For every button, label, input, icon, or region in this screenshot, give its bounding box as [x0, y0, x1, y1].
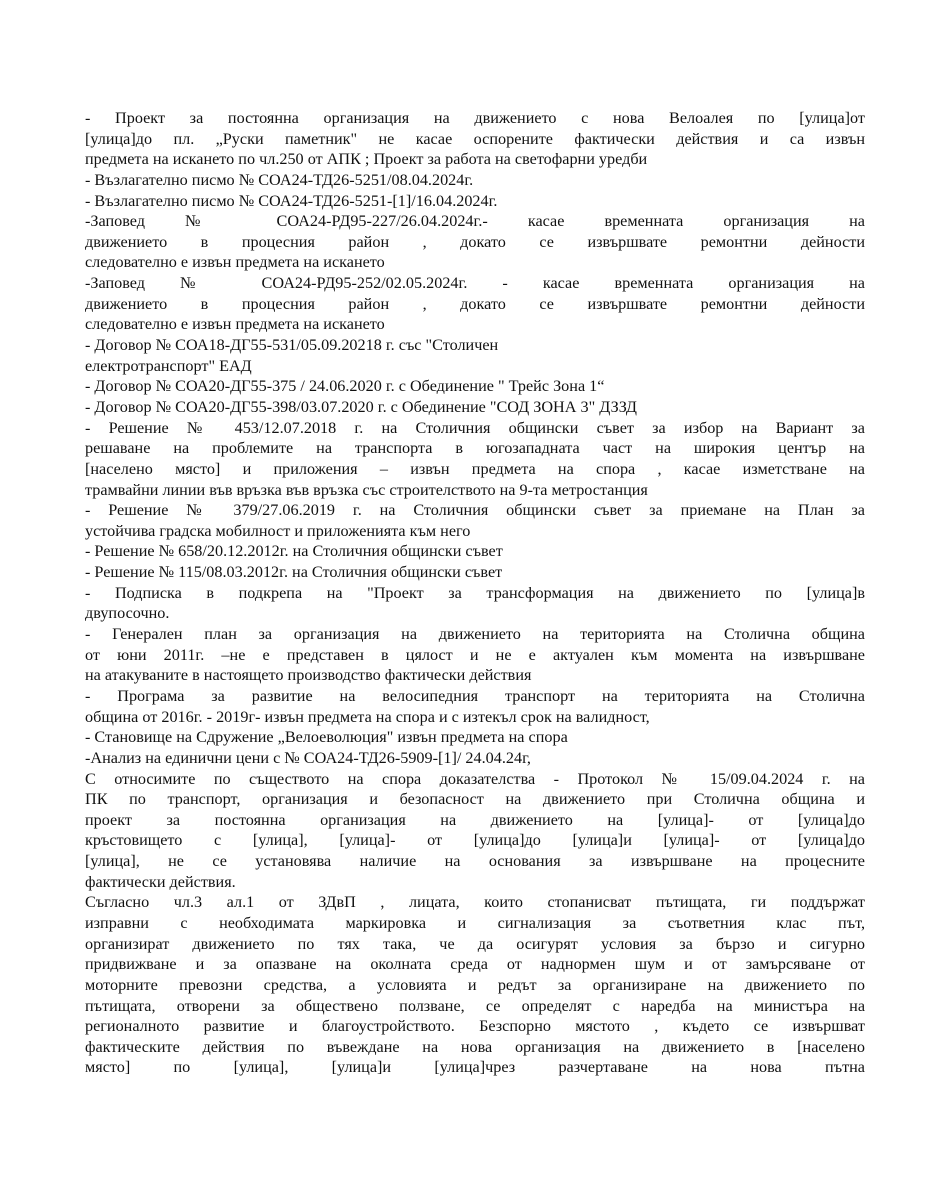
text-line: община от 2016г. - 2019г- извън предмета на спора и с изтекъл срок на валидност, [85, 707, 650, 726]
text-line: на атакуваните в настоящето производство фактически действия [85, 666, 532, 685]
text-line: - Подписка в подкрепа на "Проект за трансформация на движението по [улица]в [85, 583, 865, 602]
text-line: - Договор № СОА20-ДГ55-375 / 24.06.2020 г. с Обединение " Трейс Зона 1“ [85, 377, 605, 396]
text-line: изправни с необходимата маркировка и сигнализация за съответния клас път, [85, 913, 865, 932]
text-line: предмета на искането по чл.250 от АПК ; Проект за работа на светофарни уредби [85, 150, 648, 169]
document-page [85, 108, 865, 1078]
text-line: ПК по транспорт, организация и безопасност на движението при Столична община и [85, 790, 865, 809]
text-line: кръстовището с [улица], [улица]- от [улица]до [улица]и [улица]- от [улица]до [85, 831, 865, 850]
text-line: от юни 2011г. –не е представен в цялост и не е актуален към момента на извършване [85, 645, 865, 664]
text-line: двупосочно. [85, 604, 170, 623]
text-line: -Заповед № СОА24-РД95-227/26.04.2024г.- касае временната организация на [85, 212, 865, 231]
text-line: проект за постоянна организация на движението на [улица]- от [улица]до [85, 810, 865, 829]
text-line: трамвайни линии във връзка във връзка със строителството на 9-та метростанция [85, 480, 648, 499]
text-line: устойчива градска мобилност и приложенията към него [85, 521, 471, 540]
text-line: електротранспорт" ЕАД [85, 356, 252, 375]
text-line: - Решение № 379/27.06.2019 г. на Столичния общински съвет за приемане на План за [85, 501, 865, 520]
text-line: - Възлагателно писмо № СОА24-ТД26-5251-[1]/16.04.2024г. [85, 191, 498, 210]
text-line: - Становище на Сдружение „Велоеволюция" извън предмета на спора [85, 728, 568, 747]
text-line: -Анализ на единични цени с № СОА24-ТД26-5909-[1]/ 24.04.24г, [85, 748, 531, 767]
text-line: - Проект за постоянна организация на движението с нова Велоалея по [улица]от [85, 109, 865, 127]
text-line: - Генерален план за организация на движението на територията на Столична община [85, 625, 865, 644]
text-line: - Програма за развитие на велосипедния транспорт на територията на Столична [85, 686, 865, 705]
text-line: -Заповед № СОА24-РД95-252/02.05.2024г. - касае временната организация на [85, 274, 865, 293]
text-line: - Договор № СОА18-ДГ55-531/05.09.20218 г. със "Столичен [85, 336, 499, 355]
text-line: място] по [улица], [улица]и [улица]чрез разчертаване на нова пътна [85, 1058, 865, 1077]
text-line: - Решение № 115/08.03.2012г. на Столичния общински съвет [85, 563, 503, 582]
text-line: решаване на проблемите на транспорта в югозападната част на широкия център на [85, 439, 865, 458]
text-line: организират движението по тях така, че да осигурят условия за бързо и сигурно [85, 934, 865, 953]
text-line: движението в процесния район , докато се извършвате ремонтни дейности [85, 232, 865, 251]
text-line: [улица]до пл. „Руски паметник" не касае оспорените фактически действия и са извън [85, 129, 865, 148]
text-line: фактически действия. [85, 872, 236, 891]
text-line: С относимите по съществото на спора доказателства - Протокол № 15/09.04.2024 г. на [85, 769, 865, 788]
text-line: - Възлагателно писмо № СОА24-ТД26-5251/08.04.2024г. [85, 170, 474, 189]
text-line: регионалното развитие и благоустройството. Безспорно мястото , където се извършват [85, 1017, 865, 1036]
text-line: придвижване и за опазване на околната среда от наднормен шум и от замърсяване от [85, 955, 865, 974]
text-line: следователно е извън предмета на искането [85, 253, 385, 272]
text-line: Съгласно чл.3 ал.1 от ЗДвП , лицата, които стопанисват пътищата, ги поддържат [85, 893, 865, 912]
text-line: [населено място] и приложения – извън предмета на спора , касае изметстване на [85, 459, 865, 478]
text-line: моторните превозни средства, а условията и редът за организиране на движението по [85, 975, 865, 994]
text-line: пътищата, отворени за обществено ползване, се определят с наредба на министъра на [85, 996, 865, 1015]
text-line: - Решение № 658/20.12.2012г. на Столичния общински съвет [85, 542, 503, 561]
text-line: - Договор № СОА20-ДГ55-398/03.07.2020 г. с Обединение "СОД ЗОНА 3" ДЗЗД [85, 397, 637, 416]
text-line: - Решение № 453/12.07.2018 г. на Столичния общински съвет за избор на Вариант за [85, 418, 865, 437]
text-line: фактическите действия по въвеждане на нова организация на движението в [населено [85, 1037, 865, 1056]
text-line: движението в процесния район , докато се извършвате ремонтни дейности [85, 294, 865, 313]
text-line: следователно е извън предмета на искането [85, 315, 385, 334]
text-line: [улица], не се установява наличие на основания за извършване на процесните [85, 852, 865, 871]
